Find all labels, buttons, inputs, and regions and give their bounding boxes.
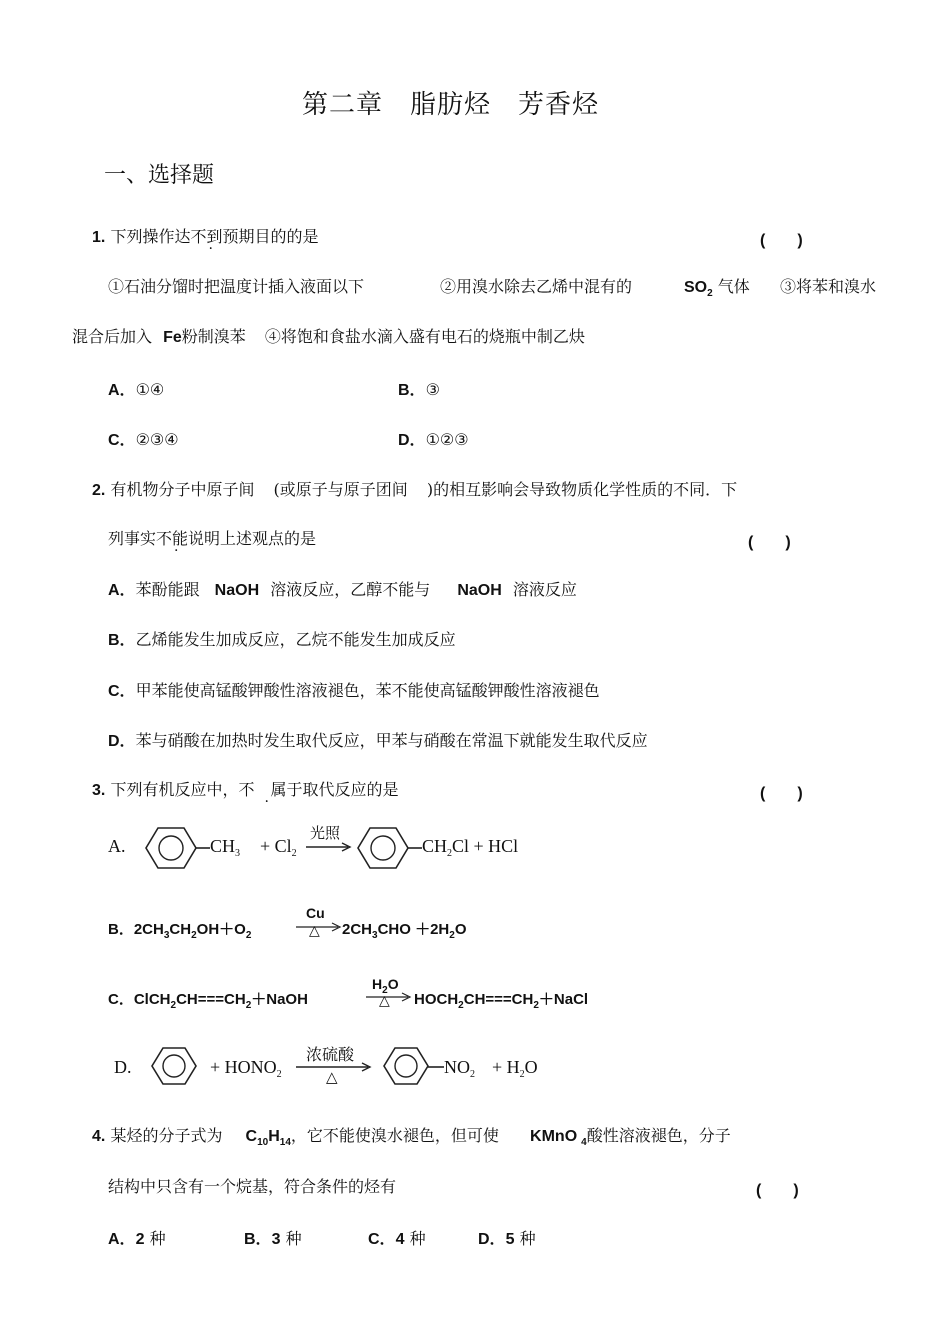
benzene-ring-icon — [152, 1046, 196, 1086]
cl2-text: + Cl — [260, 836, 292, 856]
ch3-text: CH — [210, 836, 236, 856]
q1-stem-part: 到预期目的的是 — [206, 227, 319, 246]
q4-stem-part: ，它不能使溴水褪色，但可使 — [290, 1126, 499, 1145]
kmno4-sub: 4 — [581, 1137, 587, 1148]
bond-line-icon — [428, 1065, 444, 1069]
formula-sub: 10 — [257, 1137, 269, 1148]
naoh-formula: NaOH — [457, 582, 502, 599]
formula-sub: 14 — [279, 1137, 291, 1148]
q1-line1-f: ③将苯和溴水 — [780, 277, 877, 296]
naoh-formula: NaOH — [214, 582, 260, 599]
option-unit: 种 — [285, 1229, 302, 1248]
ch2cl-sub: 2 — [447, 848, 453, 859]
q2-line2-part: 列事实不 — [108, 529, 173, 548]
so2-sub: 2 — [707, 288, 713, 299]
q2-stem — [92, 480, 737, 501]
option-label: C． — [368, 1231, 396, 1248]
option-label: A． — [108, 1231, 136, 1248]
option-label: B． — [108, 632, 136, 649]
eq-sub: 2 — [170, 1000, 177, 1011]
h2o-text: + H — [492, 1057, 520, 1077]
bond-line-icon — [408, 846, 422, 850]
q1-option-b[interactable] — [398, 380, 440, 401]
h2o-tail: O — [524, 1057, 538, 1077]
q3-d-no2 — [444, 1057, 475, 1080]
option-text: 苯与硝酸在加热时发生取代反应，甲苯与硝酸在常温下就能发生取代反应 — [135, 731, 648, 750]
q2-number: 2. — [92, 482, 106, 499]
option-number: 2 — [135, 1231, 145, 1248]
q1-number: 1. — [92, 229, 106, 246]
q4-stem-line2: 结构中只含有一个烷基，符合条件的烃有 — [108, 1177, 397, 1196]
eq-part: 2CH — [342, 921, 373, 938]
q4-option-c[interactable] — [368, 1229, 426, 1250]
q3-option-c-product — [414, 988, 588, 1011]
so2-formula: SO — [684, 279, 708, 296]
eq-part: O — [454, 921, 467, 938]
q2-option-b[interactable] — [108, 630, 456, 651]
option-text: ②③④ — [135, 430, 179, 449]
option-label: B． — [108, 921, 134, 938]
q2-stem-part: )的相互影响会导致物质化学性质的不同．下 — [426, 480, 738, 499]
q3-a-cl2 — [260, 836, 297, 859]
water-h: H — [372, 976, 383, 992]
eq-sub: 2 — [458, 1000, 464, 1011]
option-label: A． — [108, 382, 136, 399]
q3-option-b[interactable] — [108, 918, 251, 941]
benzene-ring-icon — [358, 826, 408, 870]
eq-sub: 3 — [372, 930, 378, 941]
option-text: 苯酚能跟 — [135, 580, 200, 599]
arrow-label-light: 光照 — [310, 824, 341, 842]
ch2cl-text: CH — [422, 836, 448, 856]
option-label: D． — [108, 733, 136, 750]
option-text: 乙烯能发生加成反应，乙烷不能发生加成反应 — [135, 630, 456, 649]
q3-stem — [92, 780, 398, 801]
eq-part: ClCH — [133, 991, 171, 1008]
no2-text: NO — [444, 1057, 470, 1077]
q3-option-b-product — [342, 918, 467, 941]
option-unit: 种 — [149, 1229, 166, 1248]
eq-sub: 2 — [245, 930, 252, 941]
q3-a-ch3 — [210, 836, 240, 859]
fe-formula: Fe — [163, 329, 182, 346]
h2o-sub: 2 — [519, 1069, 525, 1080]
q1-line2-a: 混合后加入 — [72, 327, 153, 346]
option-number: 4 — [395, 1231, 405, 1248]
q1-option-a[interactable] — [108, 380, 164, 401]
formula-c: C — [245, 1128, 258, 1145]
eq-part: CH===CH — [463, 991, 534, 1008]
q3-option-c[interactable] — [108, 988, 308, 1011]
q2-option-a[interactable] — [108, 580, 577, 601]
option-text: 溶液反应，乙醇不能与 — [270, 580, 431, 599]
eq-part: CH===CH — [176, 991, 246, 1008]
option-text: 甲苯能使高锰酸钾酸性溶液褪色，苯不能使高锰酸钾酸性溶液褪色 — [135, 681, 600, 700]
eq-sub: 2 — [245, 1000, 252, 1011]
hono2-text: + HONO — [210, 1057, 277, 1077]
q1-line1-a: ①石油分馏时把温度计插入液面以下 — [108, 277, 365, 296]
q1-line1-b: ②用溴水除去乙烯中混有的 — [440, 277, 633, 296]
option-text: 溶液反应 — [512, 580, 577, 599]
eq-part: OH＋O — [196, 921, 246, 938]
water-sub: 2 — [382, 985, 388, 996]
q2-stem-line2 — [108, 529, 316, 549]
eq-part: CH — [169, 921, 192, 938]
benzene-ring-icon — [384, 1046, 428, 1086]
q2-option-c[interactable] — [108, 681, 600, 702]
option-label: B． — [244, 1231, 272, 1248]
q1-line2 — [72, 327, 585, 348]
q3-a-product — [422, 836, 518, 859]
q3-option-a-label[interactable]: A. — [108, 836, 126, 856]
reaction-arrow-icon — [306, 842, 352, 852]
option-text: ①④ — [135, 380, 165, 399]
option-number: 5 — [505, 1231, 515, 1248]
eq-part: ＋NaCl — [538, 991, 589, 1008]
ch3-sub: 3 — [235, 848, 241, 859]
q3-stem-part: 下列有机反应中，不 — [110, 780, 255, 799]
option-label: D． — [398, 432, 426, 449]
arrow-label-heat: △ — [379, 993, 390, 1009]
option-label: C． — [108, 683, 136, 700]
kmno4-formula: KMnO — [530, 1128, 578, 1145]
option-text: ③ — [425, 380, 440, 399]
option-unit: 种 — [519, 1229, 536, 1248]
q2-line2-part: 能说明上述观点的是 — [172, 529, 317, 548]
option-label: B． — [398, 382, 426, 399]
ch2cl-tail: Cl + HCl — [452, 836, 519, 856]
q1-answer-paren[interactable]: ( ) — [760, 232, 803, 249]
eq-sub: 3 — [163, 930, 170, 941]
q3-stem-part: 属于取代反应的是 — [270, 780, 399, 799]
q1-line2-c: 粉制溴苯 — [181, 327, 246, 346]
eq-part: 2CH — [133, 921, 164, 938]
section-heading: 一、选择题 — [104, 163, 215, 188]
q4-option-b[interactable] — [244, 1229, 302, 1250]
eq-sub: 2 — [533, 1000, 539, 1011]
q2-stem-part: (或原子与原子团间 — [273, 480, 408, 499]
q3-d-hono2 — [210, 1057, 282, 1080]
q1-stem — [92, 227, 318, 248]
no2-sub: 2 — [470, 1069, 475, 1080]
option-label: C． — [108, 991, 134, 1008]
so2-text: 气体 — [717, 277, 750, 296]
eq-sub: 2 — [191, 930, 197, 941]
q2-answer-paren[interactable]: ( ) — [748, 534, 791, 551]
cl2-sub: 2 — [291, 848, 297, 859]
arrow-label-acid: 浓硫酸 — [306, 1045, 355, 1064]
page-title: 第二章 脂肪烃 芳香烃 — [302, 90, 600, 120]
option-label: D． — [478, 1231, 506, 1248]
water-o: O — [387, 976, 399, 992]
option-label: A． — [108, 582, 136, 599]
eq-part: ＋NaOH — [251, 991, 308, 1008]
q4-number: 4. — [92, 1128, 106, 1145]
q1-stem-part: 下列操作达不 — [110, 227, 207, 246]
q3-d-h2o — [492, 1057, 538, 1080]
eq-part: CHO ＋2H — [377, 921, 450, 938]
q4-stem-part: 酸性溶液褪色，分子 — [586, 1126, 731, 1145]
q1-option-d[interactable] — [398, 430, 469, 451]
q1-line1-so2 — [684, 277, 750, 304]
q1-line2-d: ④将饱和食盐水滴入盛有电石的烧瓶中制乙炔 — [264, 327, 585, 346]
q3-answer-paren[interactable]: ( ) — [760, 785, 803, 802]
formula-h: H — [268, 1128, 280, 1145]
q4-stem-part: 某烃的分子式为 — [110, 1126, 223, 1145]
eq-part: HOCH — [414, 991, 459, 1008]
q2-stem-part: 有机物分子中原子间 — [110, 480, 255, 499]
q4-option-a[interactable] — [108, 1229, 166, 1250]
hono2-sub: 2 — [276, 1069, 282, 1080]
benzene-ring-icon — [146, 826, 196, 870]
option-number: 3 — [271, 1231, 281, 1248]
arrow-label-heat: △ — [309, 923, 320, 939]
q3-option-d-label[interactable]: D. — [114, 1057, 132, 1077]
arrow-label-heat: △ — [326, 1068, 338, 1086]
q1-option-c[interactable] — [108, 430, 179, 451]
option-unit: 种 — [409, 1229, 426, 1248]
q4-answer-paren[interactable]: ( ) — [756, 1182, 799, 1199]
bond-line-icon — [196, 846, 210, 850]
eq-sub: 2 — [449, 930, 455, 941]
q4-stem — [92, 1126, 731, 1153]
q4-option-d[interactable] — [478, 1229, 536, 1250]
q2-option-d[interactable] — [108, 731, 648, 752]
option-label: C． — [108, 432, 136, 449]
option-text: ①②③ — [425, 430, 469, 449]
arrow-label-cu: Cu — [306, 905, 325, 921]
q3-number: 3. — [92, 782, 106, 799]
